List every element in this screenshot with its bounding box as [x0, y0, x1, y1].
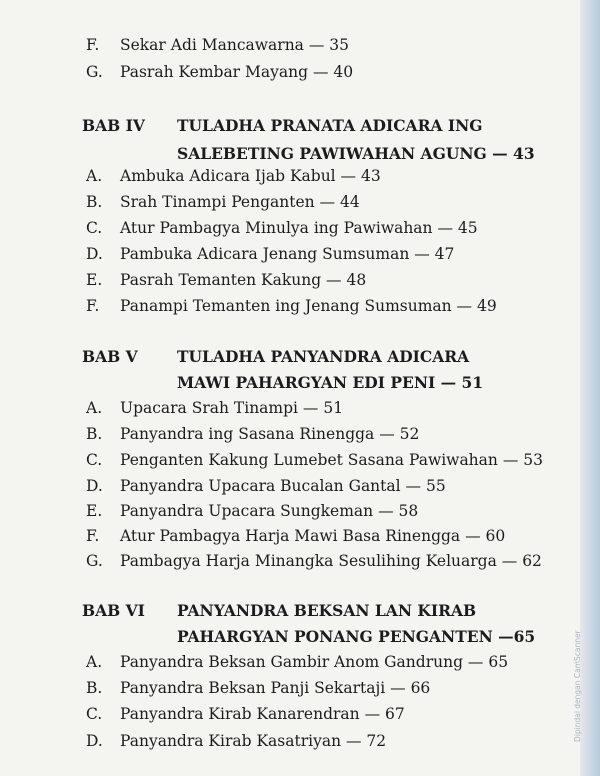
entry-text: Atur Pambagya Harja Mawi Basa Rinengga — 60 [120, 527, 506, 545]
entry-letter: B. [86, 679, 103, 697]
chapter-title-line2: MAWI PAHARGYAN EDI PENI — 51 [177, 373, 484, 392]
toc-entry [86, 195, 360, 211]
chapter-title-line1: TULADHA PRANATA ADICARA ING [177, 116, 483, 135]
entry-text: Pambuka Adicara Jenang Sumsuman — 47 [120, 245, 455, 263]
toc-entry [86, 247, 454, 263]
entry-letter: F. [86, 36, 100, 54]
entry-letter: A. [86, 653, 103, 671]
entry-text: Upacara Srah Tinampi — 51 [120, 399, 344, 417]
toc-entry [86, 427, 419, 443]
entry-letter: B. [86, 193, 103, 211]
entry-letter: E. [86, 502, 103, 520]
chapter-title-line2: PAHARGYAN PONANG PENGANTEN —65 [177, 627, 536, 646]
entry-text: Panyandra Beksan Gambir Anom Gandrung — 65 [120, 653, 509, 671]
entry-text: Pasrah Kembar Mayang — 40 [120, 63, 354, 81]
toc-entry [86, 65, 353, 81]
entry-letter: C. [86, 451, 103, 469]
toc-entry [86, 707, 405, 723]
entry-text: Panyandra Kirab Kanarendran — 67 [120, 705, 405, 723]
entry-letter: D. [86, 477, 103, 495]
toc-entry [86, 529, 505, 545]
toc-entry [86, 479, 446, 495]
entry-letter: B. [86, 425, 103, 443]
scanner-watermark: Dipindai dengan CamScanner [573, 630, 582, 742]
entry-text: Panampi Temanten ing Jenang Sumsuman — 49 [120, 297, 497, 315]
entry-text: Panyandra Upacara Bucalan Gantal — 55 [120, 477, 446, 495]
entry-text: Ambuka Adicara Ijab Kabul — 43 [120, 167, 381, 185]
chapter-title-line1: PANYANDRA BEKSAN LAN KIRAB [177, 601, 477, 620]
entry-letter: A. [86, 167, 103, 185]
entry-letter: C. [86, 705, 103, 723]
chapter-label: BAB V [82, 347, 138, 366]
toc-entry [86, 734, 386, 750]
entry-text: Panyandra ing Sasana Rinengga — 52 [120, 425, 420, 443]
toc-entry [86, 504, 418, 520]
entry-text: Panyandra Upacara Sungkeman — 58 [120, 502, 419, 520]
entry-text: Penganten Kakung Lumebet Sasana Pawiwahan — 53 [120, 451, 543, 469]
toc-entry [86, 221, 478, 237]
entry-text: Sekar Adi Mancawarna — 35 [120, 36, 349, 54]
entry-text: Panyandra Beksan Panji Sekartaji — 66 [120, 679, 431, 697]
toc-entry [86, 554, 542, 570]
entry-letter: G. [86, 552, 103, 570]
entry-letter: E. [86, 271, 103, 289]
toc-entry [86, 38, 349, 54]
entry-text: Srah Tinampi Penganten — 44 [120, 193, 360, 211]
entry-letter: D. [86, 732, 103, 750]
toc-entry [86, 401, 343, 417]
chapter-title-line1: TULADHA PANYANDRA ADICARA [177, 347, 470, 366]
chapter-title-line2: SALEBETING PAWIWAHAN AGUNG — 43 [177, 144, 535, 163]
toc-entry [86, 655, 508, 671]
page-edge [580, 0, 600, 776]
chapter-label: BAB IV [82, 116, 145, 135]
toc-entry [86, 453, 543, 469]
entry-text: Pasrah Temanten Kakung — 48 [120, 271, 367, 289]
entry-letter: F. [86, 297, 100, 315]
entry-letter: D. [86, 245, 103, 263]
entry-letter: C. [86, 219, 103, 237]
toc-entry [86, 273, 366, 289]
entry-text: Panyandra Kirab Kasatriyan — 72 [120, 732, 387, 750]
entry-text: Atur Pambagya Minulya ing Pawiwahan — 45 [120, 219, 478, 237]
entry-letter: F. [86, 527, 100, 545]
toc-entry [86, 299, 497, 315]
entry-letter: G. [86, 63, 103, 81]
entry-letter: A. [86, 399, 103, 417]
chapter-label: BAB VI [82, 601, 145, 620]
toc-entry [86, 681, 430, 697]
toc-entry [86, 169, 381, 185]
entry-text: Pambagya Harja Minangka Sesulihing Keluarga — 62 [120, 552, 542, 570]
